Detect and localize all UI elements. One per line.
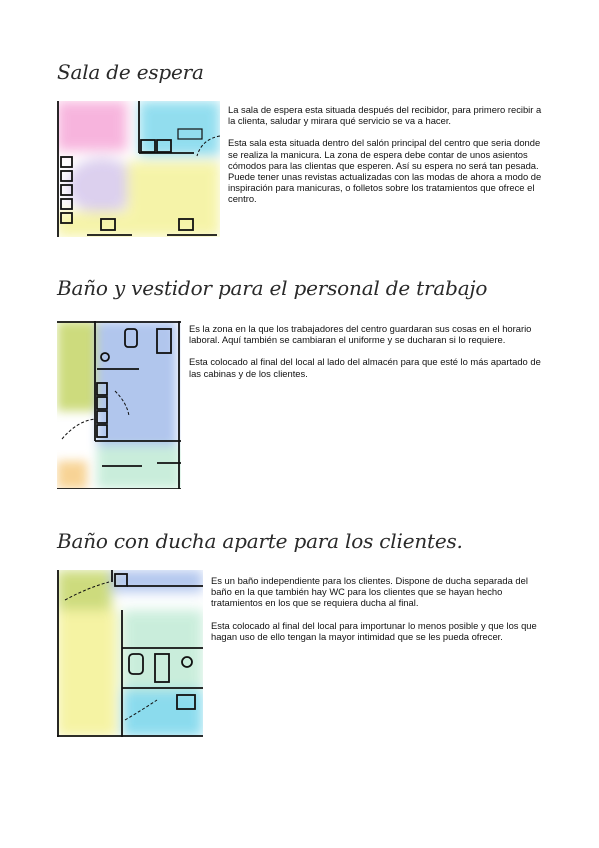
floor-plan-waiting-room (57, 101, 220, 237)
floor-plan-staff-bathroom (57, 321, 181, 489)
section-body-bano-vestidor-personal (189, 323, 544, 379)
section-title-bano-ducha-clientes: Baño con ducha aparte para los clientes. (57, 529, 463, 553)
section-title-bano-vestidor-personal: Baño y vestidor para el personal de trabajo (57, 276, 488, 300)
section-title-sala-de-espera: Sala de espera (57, 60, 204, 84)
section-body-sala-de-espera (228, 104, 546, 205)
paragraph: Esta colocado al final del local al lado del almacén para que esté lo más apartado de las cabinas y de los clientes. (189, 356, 541, 379)
paragraph: Esta sala esta situada dentro del salón principal del centro que seria donde se realiza la manicura. La zona de espera debe contar de unos asientos cómodos para las clientas que esperen. Así su espera no será tan pesada. Puede tener unas revistas actualizadas con las modas de ahora a modo de inspiración para manicuras, o folletos sobre los tratamientos que ofrece el centro. (228, 137, 542, 205)
floor-plan-client-bathroom (57, 570, 203, 737)
paragraph: Es un baño independiente para los clientes. Dispone de ducha separada del baño en la que también hay WC para los clientes que se hayan hecho tratamientos en los que se requiera ducha al final. (211, 575, 528, 609)
section-body-bano-ducha-clientes (211, 575, 546, 642)
paragraph: Esta colocado al final del local para importunar lo menos posible y que los que hagan uso de ello tengan la mayor intimidad que se les pueda ofrecer. (211, 619, 537, 642)
paragraph: La sala de espera esta situada después del recibidor, para primero recibir a la clienta, saludar y mirara qué servicio se va a hacer. (228, 104, 542, 127)
paragraph: Es la zona en la que los trabajadores del centro guardaran sus cosas en el horario laboral. Aquí también se cambiaran el uniforme y se ducharan si lo requiere. (189, 323, 532, 346)
